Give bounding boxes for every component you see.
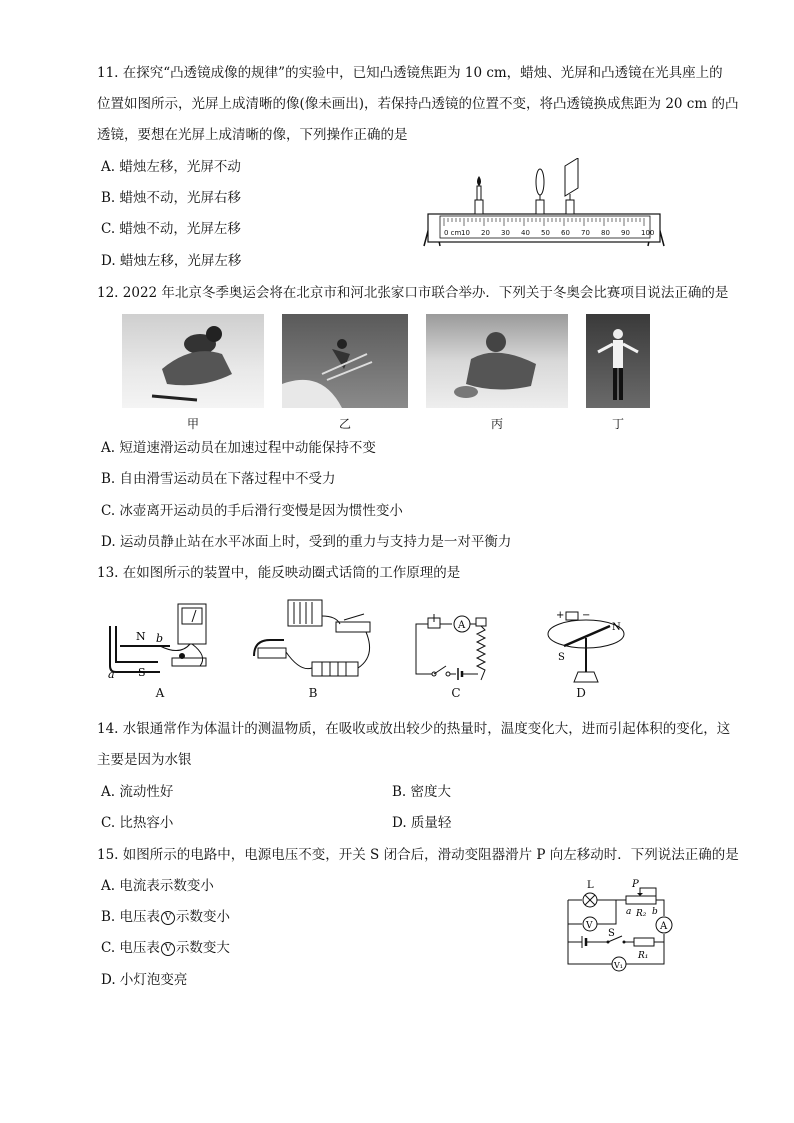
- label-minus: −: [582, 610, 591, 621]
- q12-option-c[interactable]: C. 冰壶离开运动员的手后滑行变慢是因为惯性变小: [101, 503, 403, 519]
- label-voltmeter-v1: V₁: [614, 961, 623, 970]
- ruler-label: 70: [581, 229, 590, 237]
- q12-line1: 12. 2022 年北京冬季奥运会将在北京市和河北张家口市联合举办．下列关于冬奥会比赛项目说法正确的是: [97, 285, 729, 301]
- q15-option-b[interactable]: [101, 907, 230, 927]
- q15-option-a[interactable]: A. 电流表示数变小: [101, 878, 214, 894]
- photo-curler: [426, 314, 568, 408]
- label-ammeter-a: A: [660, 921, 668, 932]
- q11-line3: 透镜，要想在光屏上成清晰的像，下列操作正确的是: [97, 127, 408, 143]
- device-c-figure: [412, 604, 492, 686]
- q11-option-d[interactable]: D. 蜡烛左移，光屏左移: [101, 253, 242, 269]
- caption-yi: 乙: [338, 417, 351, 431]
- photo-freestyle-skier: [282, 314, 408, 408]
- caption-c: C: [451, 686, 461, 700]
- ruler-label: 60: [561, 229, 570, 237]
- q11-line2: 位置如图所示，光屏上成清晰的像(像未画出)，若保持凸透镜的位置不变，将凸透镜换成焦距为 20 cm 的凸: [97, 96, 739, 112]
- ruler-label: 100: [641, 229, 655, 237]
- q15-option-c[interactable]: [101, 938, 230, 958]
- label-p: P: [632, 879, 639, 890]
- label-n: N: [136, 630, 146, 643]
- caption-d: D: [576, 686, 586, 700]
- label-plus: +: [556, 610, 565, 621]
- ruler-label: 50: [541, 229, 550, 237]
- device-b-figure: [250, 596, 380, 684]
- q14-line1: 14. 水银通常作为体温计的测温物质，在吸收或放出较少的热量时，温度变化大，进而引起体积的变化，这: [97, 721, 731, 737]
- ruler-label: 90: [621, 229, 630, 237]
- label-a-end: a: [626, 907, 632, 917]
- label-switch-s: S: [608, 928, 615, 939]
- caption-ding: 丁: [611, 417, 624, 431]
- q14-option-a[interactable]: A. 流动性好: [101, 784, 174, 800]
- q14-option-b[interactable]: B. 密度大: [392, 784, 452, 800]
- q15-line1: 15. 如图所示的电路中，电源电压不变，开关 S 闭合后，滑动变阻器滑片 P 向左移动时．下列说法正确的是: [97, 847, 739, 863]
- q12-option-a[interactable]: A. 短道速滑运动员在加速过程中动能保持不变: [101, 440, 376, 456]
- q13-line1: 13. 在如图所示的装置中，能反映动圈式话筒的工作原理的是: [97, 565, 461, 581]
- light-screen: [565, 158, 578, 214]
- voltmeter-v-icon: V: [161, 911, 175, 925]
- photo-speed-skater: [122, 314, 264, 408]
- q12-option-b[interactable]: B. 自由滑雪运动员在下落过程中不受力: [101, 471, 336, 487]
- ruler-label: 0 cm: [444, 229, 462, 237]
- label-ammeter: A: [458, 620, 466, 631]
- ruler-label: 40: [521, 229, 530, 237]
- voltmeter-v-icon: V: [161, 942, 175, 956]
- q11-line1: 11. 在探究“凸透镜成像的规律”的实验中，已知凸透镜焦距为 10 cm，蜡烛、光屏和凸透镜在光具座上的: [97, 65, 723, 81]
- caption-jia: 甲: [186, 417, 199, 431]
- device-a-figure: [100, 596, 220, 684]
- q14-option-c[interactable]: C. 比热容小: [101, 815, 174, 831]
- photo-figure-skater: [586, 314, 650, 408]
- ruler-label: 30: [501, 229, 510, 237]
- q14-option-d[interactable]: D. 质量轻: [392, 815, 452, 831]
- label-b: b: [156, 632, 164, 645]
- label-b-end: b: [652, 907, 658, 917]
- caption-a: A: [155, 686, 165, 700]
- convex-lens: [536, 169, 544, 214]
- q11-option-c[interactable]: C. 蜡烛不动，光屏左移: [101, 221, 241, 237]
- label-r2: R₂: [636, 909, 647, 919]
- candle: [475, 176, 483, 214]
- circuit-diagram: [560, 876, 678, 972]
- q12-option-d[interactable]: D. 运动员静止站在水平冰面上时，受到的重力与支持力是一对平衡力: [101, 534, 512, 550]
- caption-bing: 丙: [490, 417, 503, 431]
- label-voltmeter-v: V: [586, 921, 593, 931]
- ruler-label: 80: [601, 229, 610, 237]
- label-a: a: [108, 668, 115, 681]
- q14-line2: 主要是因为水银: [97, 752, 192, 768]
- q15-option-c-post: 示数变大: [175, 940, 230, 956]
- label-s2: S: [558, 652, 565, 663]
- q15-option-c-pre: C. 电压表: [101, 940, 160, 956]
- optical-bench-figure: [418, 158, 670, 250]
- ruler-label: 20: [481, 229, 490, 237]
- ruler-label: 10: [461, 229, 470, 237]
- q15-option-b-post: 示数变小: [176, 909, 231, 925]
- q11-option-a[interactable]: A. 蜡烛左移，光屏不动: [101, 159, 241, 175]
- label-r1: R₁: [638, 951, 649, 961]
- q15-option-b-pre: B. 电压表: [101, 909, 161, 925]
- label-n2: N: [612, 622, 621, 633]
- label-s: S: [138, 666, 146, 679]
- label-l: L: [587, 880, 594, 891]
- q15-option-d[interactable]: D. 小灯泡变亮: [101, 972, 188, 988]
- q11-option-b[interactable]: B. 蜡烛不动，光屏右移: [101, 190, 242, 206]
- caption-b: B: [308, 686, 318, 700]
- device-d-figure: [544, 602, 628, 686]
